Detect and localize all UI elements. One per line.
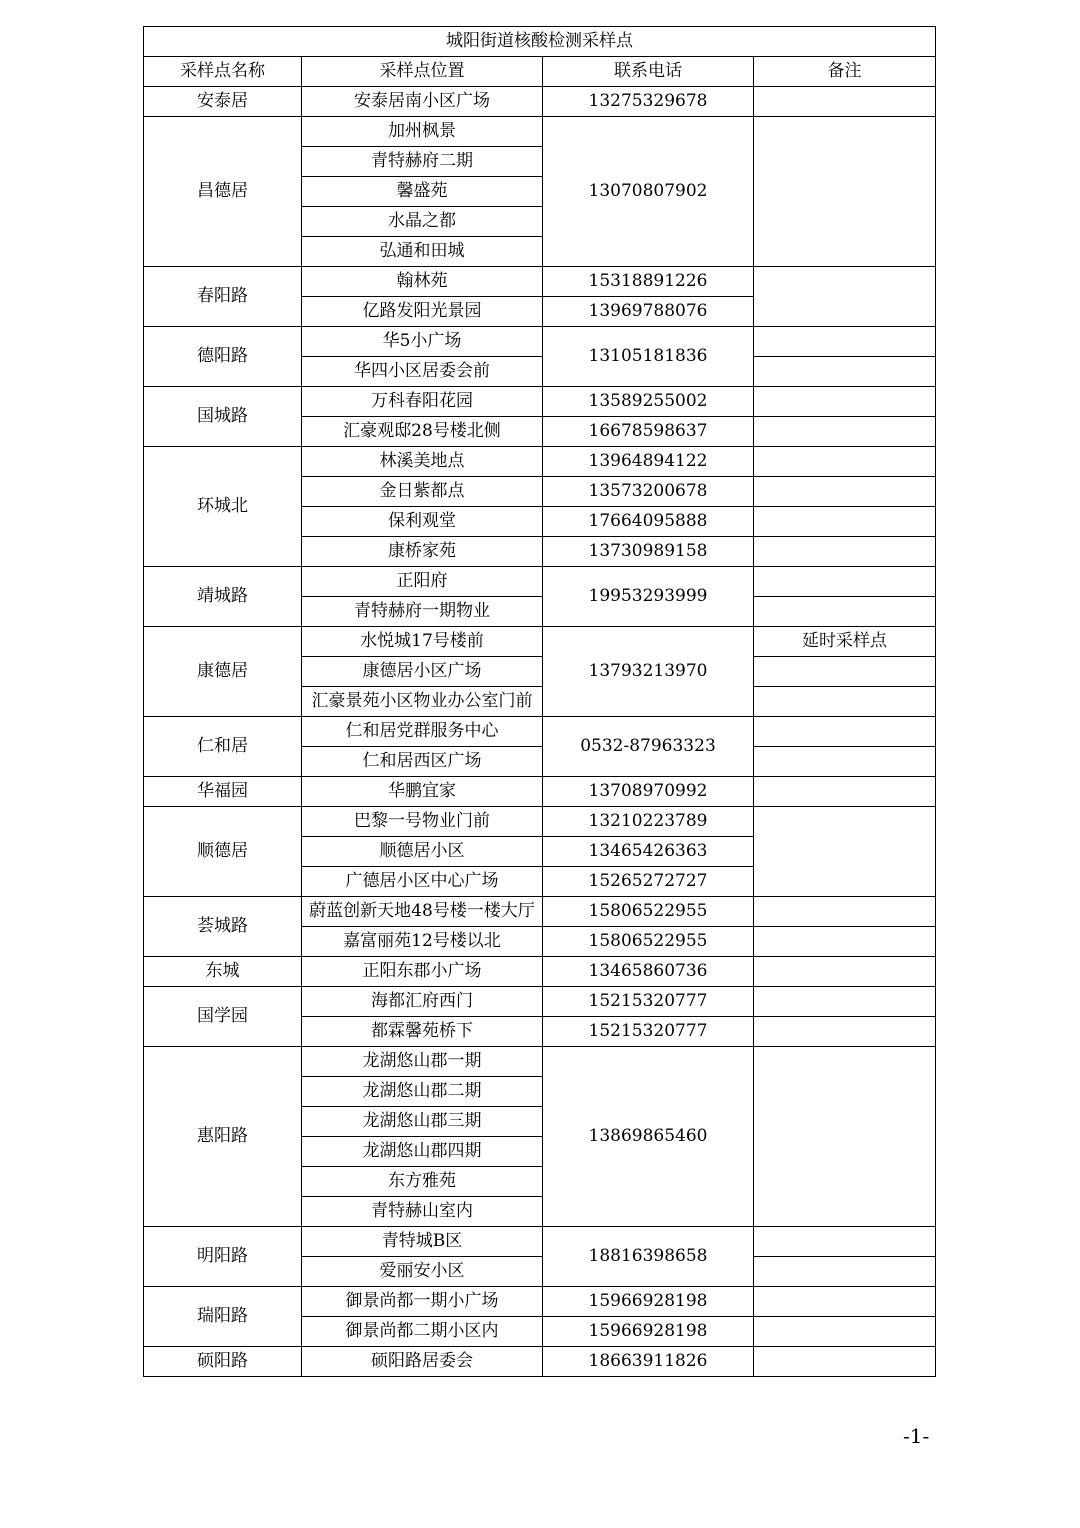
table-row [144,717,936,747]
site-name-cell: 德阳路 [144,327,302,387]
table-row [144,117,936,147]
location-cell: 青特城B区 [302,1227,543,1257]
phone-cell: 13105181836 [543,327,754,387]
remark-cell [754,1257,936,1287]
table-row [144,1347,936,1377]
table-row [144,627,936,657]
remark-cell [754,87,936,117]
remark-cell [754,267,936,327]
table-row [144,957,936,987]
remark-cell [754,897,936,927]
phone-cell: 15318891226 [543,267,754,297]
phone-cell: 13730989158 [543,537,754,567]
phone-cell: 13964894122 [543,447,754,477]
location-cell: 林溪美地点 [302,447,543,477]
table-row [144,987,936,1017]
remark-cell [754,357,936,387]
location-cell: 正阳府 [302,567,543,597]
title-row [144,27,936,57]
phone-cell: 13969788076 [543,297,754,327]
table-row [144,1287,936,1317]
remark-cell [754,447,936,477]
phone-cell: 15806522955 [543,897,754,927]
phone-cell: 0532-87963323 [543,717,754,777]
table-row [144,87,936,117]
phone-cell: 15215320777 [543,987,754,1017]
phone-cell: 13708970992 [543,777,754,807]
site-name-cell: 仁和居 [144,717,302,777]
site-name-cell: 荟城路 [144,897,302,957]
location-cell: 龙湖悠山郡二期 [302,1077,543,1107]
remark-cell [754,117,936,267]
table-row [144,777,936,807]
location-cell: 御景尚都二期小区内 [302,1317,543,1347]
site-name-cell: 顺德居 [144,807,302,897]
table-row [144,447,936,477]
location-cell: 御景尚都一期小广场 [302,1287,543,1317]
remark-cell [754,987,936,1017]
remark-cell [754,717,936,747]
remark-cell [754,1047,936,1227]
location-cell: 海都汇府西门 [302,987,543,1017]
location-cell: 顺德居小区 [302,837,543,867]
site-name-cell: 瑞阳路 [144,1287,302,1347]
location-cell: 青特赫府二期 [302,147,543,177]
location-cell: 汇豪观邸28号楼北侧 [302,417,543,447]
header-location: 采样点位置 [302,57,543,87]
location-cell: 巴黎一号物业门前 [302,807,543,837]
location-cell: 万科春阳花园 [302,387,543,417]
location-cell: 水晶之都 [302,207,543,237]
site-name-cell: 昌德居 [144,117,302,267]
remark-cell [754,387,936,417]
location-cell: 蔚蓝创新天地48号楼一楼大厅 [302,897,543,927]
phone-cell: 13793213970 [543,627,754,717]
table-row [144,267,936,297]
location-cell: 东方雅苑 [302,1167,543,1197]
location-cell: 嘉富丽苑12号楼以北 [302,927,543,957]
table-row [144,1047,936,1077]
location-cell: 馨盛苑 [302,177,543,207]
header-phone: 联系电话 [543,57,754,87]
phone-cell: 13210223789 [543,807,754,837]
header-name: 采样点名称 [144,57,302,87]
phone-cell: 16678598637 [543,417,754,447]
location-cell: 青特赫府一期物业 [302,597,543,627]
phone-cell: 19953293999 [543,567,754,627]
table-title: 城阳街道核酸检测采样点 [144,27,936,57]
table-row [144,1227,936,1257]
phone-cell: 17664095888 [543,507,754,537]
phone-cell: 13275329678 [543,87,754,117]
header-remark: 备注 [754,57,936,87]
remark-cell [754,957,936,987]
location-cell: 龙湖悠山郡三期 [302,1107,543,1137]
remark-cell [754,417,936,447]
site-name-cell: 国学园 [144,987,302,1047]
site-name-cell: 靖城路 [144,567,302,627]
location-cell: 仁和居西区广场 [302,747,543,777]
phone-cell: 15966928198 [543,1287,754,1317]
site-name-cell: 环城北 [144,447,302,567]
location-cell: 金日紫都点 [302,477,543,507]
remark-cell [754,1347,936,1377]
site-name-cell: 硕阳路 [144,1347,302,1377]
location-cell: 青特赫山室内 [302,1197,543,1227]
site-name-cell: 东城 [144,957,302,987]
remark-cell [754,597,936,627]
table-row [144,387,936,417]
site-name-cell: 安泰居 [144,87,302,117]
table-row [144,567,936,597]
location-cell: 保利观堂 [302,507,543,537]
location-cell: 华四小区居委会前 [302,357,543,387]
remark-cell [754,1017,936,1047]
location-cell: 弘通和田城 [302,237,543,267]
location-cell: 华5小广场 [302,327,543,357]
location-cell: 龙湖悠山郡四期 [302,1137,543,1167]
remark-cell [754,657,936,687]
table-row [144,807,936,837]
table-body [144,27,936,1377]
phone-cell: 13869865460 [543,1047,754,1227]
site-name-cell: 春阳路 [144,267,302,327]
phone-cell: 15806522955 [543,927,754,957]
location-cell: 康德居小区广场 [302,657,543,687]
remark-cell [754,807,936,897]
phone-cell: 18816398658 [543,1227,754,1287]
remark-cell [754,1227,936,1257]
remark-cell [754,1287,936,1317]
remark-cell [754,537,936,567]
phone-cell: 13589255002 [543,387,754,417]
location-cell: 华鹏宜家 [302,777,543,807]
site-name-cell: 康德居 [144,627,302,717]
remark-cell [754,1317,936,1347]
location-cell: 硕阳路居委会 [302,1347,543,1377]
location-cell: 亿路发阳光景园 [302,297,543,327]
table-row [144,897,936,927]
remark-cell [754,927,936,957]
location-cell: 安泰居南小区广场 [302,87,543,117]
location-cell: 翰林苑 [302,267,543,297]
site-name-cell: 明阳路 [144,1227,302,1287]
remark-cell [754,747,936,777]
remark-cell [754,567,936,597]
location-cell: 都霖馨苑桥下 [302,1017,543,1047]
page-number: -1- [903,1424,930,1448]
phone-cell: 18663911826 [543,1347,754,1377]
site-name-cell: 惠阳路 [144,1047,302,1227]
site-name-cell: 华福园 [144,777,302,807]
location-cell: 康桥家苑 [302,537,543,567]
phone-cell: 15215320777 [543,1017,754,1047]
phone-cell: 13573200678 [543,477,754,507]
location-cell: 加州枫景 [302,117,543,147]
sampling-sites-table [143,26,936,1377]
phone-cell: 15966928198 [543,1317,754,1347]
remark-cell [754,687,936,717]
remark-cell [754,477,936,507]
location-cell: 爱丽安小区 [302,1257,543,1287]
phone-cell: 13465426363 [543,837,754,867]
table-row [144,327,936,357]
remark-cell [754,507,936,537]
site-name-cell: 国城路 [144,387,302,447]
phone-cell: 13465860736 [543,957,754,987]
location-cell: 龙湖悠山郡一期 [302,1047,543,1077]
location-cell: 广德居小区中心广场 [302,867,543,897]
location-cell: 汇豪景苑小区物业办公室门前 [302,687,543,717]
location-cell: 仁和居党群服务中心 [302,717,543,747]
phone-cell: 13070807902 [543,117,754,267]
phone-cell: 15265272727 [543,867,754,897]
header-row [144,57,936,87]
location-cell: 水悦城17号楼前 [302,627,543,657]
remark-cell [754,777,936,807]
location-cell: 正阳东郡小广场 [302,957,543,987]
remark-cell [754,327,936,357]
remark-cell: 延时采样点 [754,627,936,657]
